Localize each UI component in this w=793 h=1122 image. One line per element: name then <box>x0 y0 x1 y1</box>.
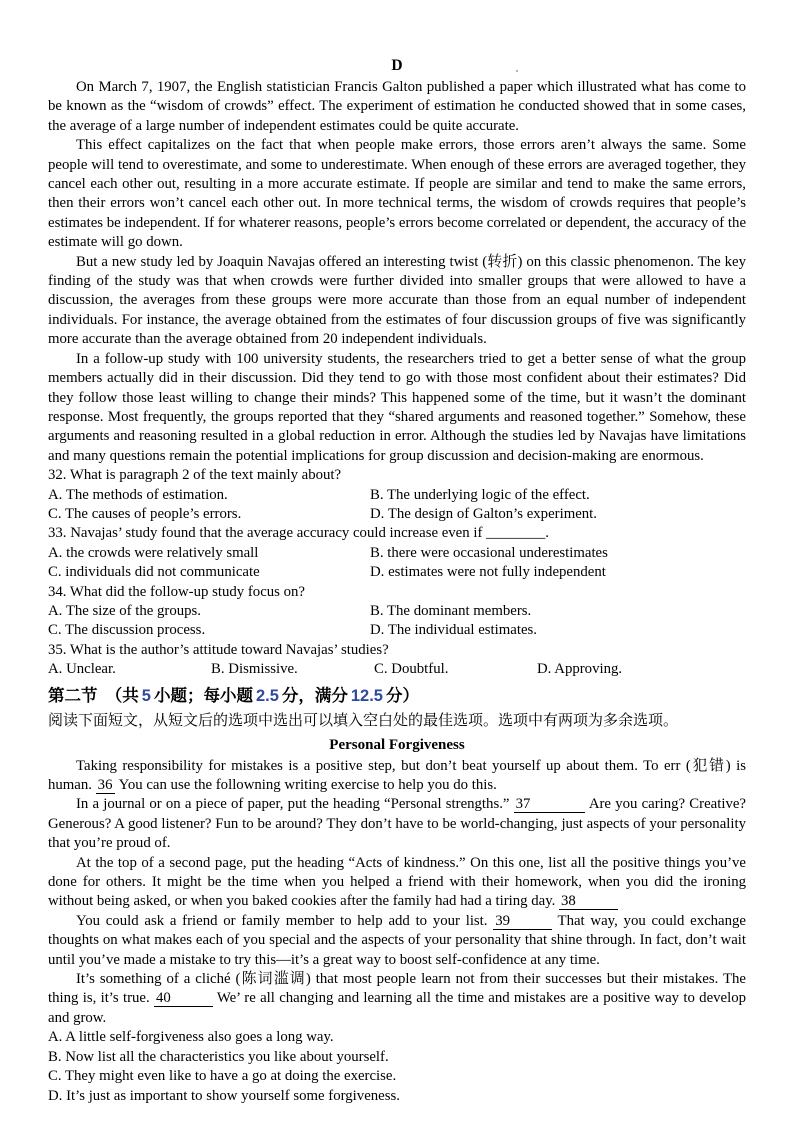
question-35-options <box>48 660 746 679</box>
question-34-option-c: C. The discussion process. <box>48 622 206 639</box>
cloze-option-a: A. A little self-forgiveness also goes a long way. <box>48 1029 334 1046</box>
cloze-option-d: D. It’s just as important to show yourself some forgiveness. <box>48 1087 400 1104</box>
section-2-total-points: 12.5 <box>350 686 383 705</box>
question-33-stem: 33. Navajas’ study found that the average accuracy could increase even if ________. <box>48 525 549 542</box>
blank-40: 40 <box>154 990 213 1007</box>
question-34-option-a: A. The size of the groups. <box>48 602 202 619</box>
passage-paragraph-2: This effect capitalizes on the fact that when people make errors, those errors aren’t always the same. Some people will tend to overestimate, and some to underestimate. When enough of these errors are averaged together, they cancel each other out, resulting in a more accurate estimate. If people are similar and tend to make the same errors, then their errors won’t cancel each other out. In more technical terms, the wisdom of crowds requires that people’s estimates be independent. If for whaterer reasons, people’s errors become correlated or dependent, the accuracy of the estimate will go down. <box>48 137 747 251</box>
cloze-option-c: C. They might even like to have a go at doing the exercise. <box>48 1068 397 1085</box>
section-2-header-text: 第二节 （共 <box>48 686 139 705</box>
question-32-options <box>48 486 746 525</box>
question-35-stem: 35. What is the author’s attitude toward Navajas’ studies? <box>48 641 389 658</box>
cloze-paragraph-4: You could ask a friend or family member to help add to your list. 39 That way, you could exchange thoughts on what makes each of you special and the aspects of your personality that shine through. In fact, don’t wait until you’ve made a mistake to try this—it’s a great way to boost self-confidence at any time. <box>48 912 746 968</box>
blank-39: 39 <box>493 913 552 930</box>
question-33-options <box>48 544 746 583</box>
cloze-option-b: B. Now list all the characteristics you like about yourself. <box>48 1048 389 1065</box>
blank-38: 38 <box>559 893 618 910</box>
question-34-stem: 34. What did the follow-up study focus on? <box>48 583 305 600</box>
section-2-points-per-question: 2.5 <box>255 686 279 705</box>
question-35-option-b: B. Dismissive. <box>211 661 298 678</box>
question-35 <box>48 641 746 680</box>
passage-paragraph-3: But a new study led by Joaquin Navajas offered an interesting twist (转折) on this classic phenomenon. The key finding of the study was that when crowds were further divided into smaller groups that were allowed to have a discussion, the averages from these groups were more accurate than those from an equal number of independent individuals. For instance, the average obtained from the estimates of four discussion groups of five was significantly more accurate than the average obtained from 20 independent individuals. <box>48 253 746 348</box>
question-32 <box>48 466 746 524</box>
blank-36: 36 <box>96 777 116 794</box>
question-33-option-b: B. there were occasional underestimates <box>370 544 608 561</box>
question-34-option-b: B. The dominant members. <box>370 602 532 619</box>
question-33 <box>48 524 746 582</box>
cloze-passage-title: Personal Forgiveness <box>329 736 465 753</box>
question-32-option-a: A. The methods of estimation. <box>48 486 228 503</box>
cloze-paragraph-1: Taking responsibility for mistakes is a positive step, but don’t beat yourself up about them. To err (犯错) is human. 36 You can use the followning writing exercise to help you do this. <box>48 757 746 793</box>
scan-artifact-dot <box>516 70 518 72</box>
cloze-paragraph-2: In a journal or on a piece of paper, put the heading “Personal strengths.” 37 Are you caring? Creative? Generous? A good listener? Fun to be around? They don’t have to be world-changing, just aspects of your personality that you’re proud of. <box>48 796 746 852</box>
question-35-option-c: C. Doubtful. <box>374 661 449 678</box>
passage-paragraph-4: In a follow-up study with 100 university students, the researchers tried to get a better sense of what the group members actually did in their discussion. Did they tend to go with those most confident about their estimates? Did they follow those least willing to change their minds? This happened some of the time, but it wasn’t the dominant response. Most frequently, the groups reported that they “shared arguments and reasoned together.” Somehow, these arguments and reasoning resulted in a global reduction in error. Although the studies led by Navajas have limitations and many questions remain the potential implications for group discussion and decision-making are enormous. <box>48 350 746 464</box>
cloze-passage <box>48 757 746 1029</box>
question-32-option-c: C. The causes of people’s errors. <box>48 505 242 522</box>
blank-37: 37 <box>514 796 586 813</box>
question-35-option-a: A. Unclear. <box>48 661 116 678</box>
question-33-option-a: A. the crowds were relatively small <box>48 544 259 561</box>
section-2-question-count: 5 <box>141 686 151 705</box>
question-33-option-c: C. individuals did not communicate <box>48 564 260 581</box>
question-32-stem: 32. What is paragraph 2 of the text mainly about? <box>48 467 342 484</box>
question-35-option-d: D. Approving. <box>537 661 623 678</box>
passage-section-letter: D <box>391 57 403 74</box>
question-34-option-d: D. The individual estimates. <box>370 622 537 639</box>
cloze-paragraph-3: At the top of a second page, put the heading “Acts of kindness.” On this one, list all the positive things you’ve done for others. It might be the time when you helped a friend with their homework, when you did the ironing without being asked, or when you baked cookies after the family had had a tiring day. 38 <box>48 854 746 910</box>
question-32-option-d: D. The design of Galton’s experiment. <box>370 505 597 522</box>
section-2-header: 第二节 （共 5 小题；每小题 2.5 分，满分 12.5 分） <box>48 686 419 705</box>
cloze-options-list <box>48 1028 746 1106</box>
question-34-options <box>48 602 746 641</box>
question-34 <box>48 583 746 641</box>
question-33-option-d: D. estimates were not fully independent <box>370 564 606 581</box>
passage-paragraph-1: On March 7, 1907, the English statistician Francis Galton published a paper which illustrated what has come to be known as the “wisdom of crowds” effect. The experiment of estimation he conducted showed that in some cases, the average of a large number of independent estimates could be quite accurate. <box>48 79 746 134</box>
question-32-option-b: B. The underlying logic of the effect. <box>370 486 590 503</box>
reading-passage-d <box>48 78 746 466</box>
cloze-paragraph-5: It’s something of a cliché (陈词滥调) that most people learn not from their successes but their mistakes. The thing is, it’s true. 40 We’ re all changing and learning all the time and mistakes are a positive way to develop and grow. <box>48 971 747 1026</box>
section-2-instruction: 阅读下面短文，从短文后的选项中选出可以填入空白处的最佳选项。选项中有两项为多余选项。 <box>48 711 679 729</box>
